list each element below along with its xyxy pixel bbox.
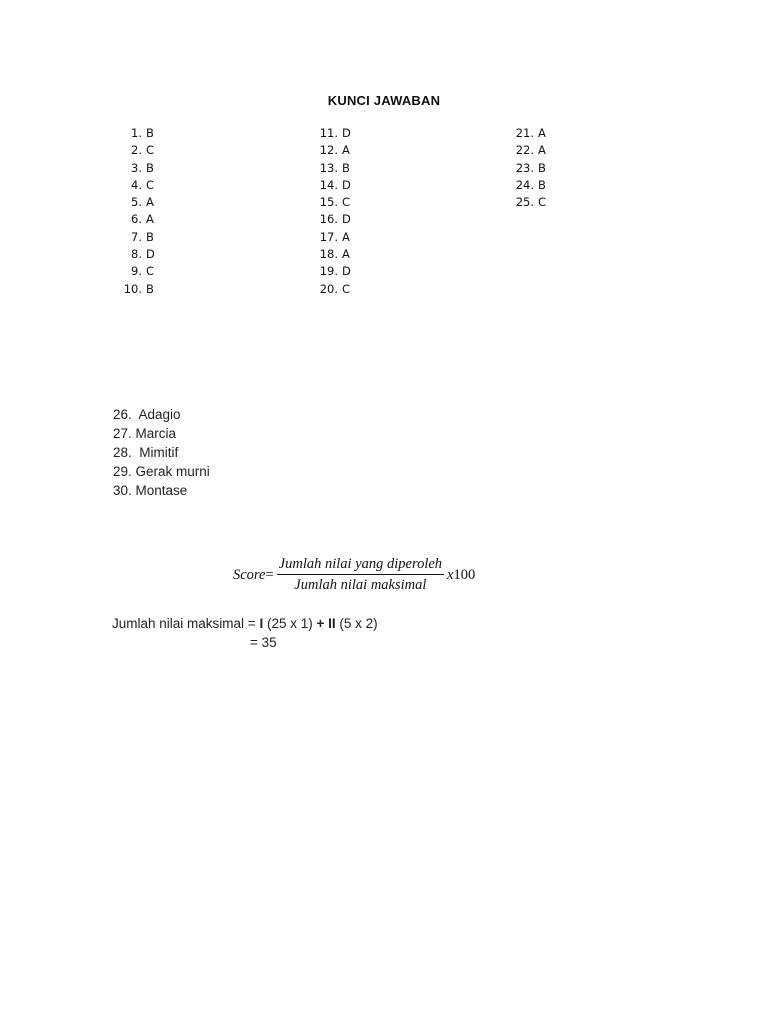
calc-part1: (25 x 1): [263, 616, 317, 631]
calc-part2: (5 x 2): [335, 616, 378, 631]
answer-letter: D: [342, 177, 351, 192]
answer-letter: D: [342, 212, 351, 227]
calc-line-1: [112, 614, 378, 633]
answer-row: [510, 177, 546, 194]
formula-lhs: Score: [233, 566, 266, 583]
calc-plus: +: [316, 616, 325, 631]
answer-number: 23.: [515, 160, 534, 175]
calc-result: = 35: [250, 635, 277, 650]
answer-number: 17.: [319, 229, 338, 244]
answer-number: 15.: [319, 195, 338, 210]
answer-number: 13.: [319, 160, 338, 175]
answer-number: 20.: [319, 281, 338, 296]
essay-item: 29. Gerak murni: [113, 464, 210, 479]
answer-number: 16.: [319, 212, 338, 227]
page-title: KUNCI JAWABAN: [327, 93, 441, 108]
formula-equals: =: [265, 566, 274, 583]
answer-letter: B: [146, 229, 154, 244]
answer-number: 12.: [319, 143, 338, 158]
answer-row: [118, 211, 155, 228]
answer-number: 18.: [319, 247, 338, 262]
essay-item: 30. Montase: [113, 483, 188, 498]
answer-number: 9.: [131, 264, 142, 279]
calc-part1-bold: I: [259, 616, 264, 631]
answer-column-3: [510, 125, 546, 211]
answer-number: 7.: [131, 229, 142, 244]
answer-letter: D: [146, 247, 155, 262]
answer-number: 25.: [515, 195, 534, 210]
answer-letter: B: [342, 160, 350, 175]
answer-letter: A: [342, 229, 350, 244]
answer-number: 1.: [131, 126, 142, 140]
formula-denominator: Jumlah nilai maksimal: [294, 577, 427, 593]
answer-letter: C: [146, 264, 155, 279]
score-formula: [233, 556, 475, 594]
answer-letter: A: [146, 195, 154, 210]
answer-row: [118, 194, 155, 211]
answer-number: 10.: [123, 281, 142, 296]
answer-number: 4.: [131, 177, 142, 192]
calc-label: Jumlah nilai maksimal =: [112, 616, 260, 631]
answer-number: 11.: [319, 126, 338, 140]
answer-letter: A: [538, 126, 546, 140]
answer-row: [118, 177, 155, 194]
answer-letter: C: [146, 177, 155, 192]
answer-letter: B: [146, 126, 154, 140]
formula-numerator: Jumlah nilai yang diperoleh: [277, 556, 444, 575]
answer-row: [118, 142, 155, 159]
essay-item: 27. Marcia: [113, 426, 177, 441]
answer-number: 6.: [131, 212, 142, 227]
answer-number: 14.: [319, 177, 338, 192]
answer-row: [314, 281, 351, 298]
answer-row: [314, 263, 351, 280]
answer-letter: B: [146, 160, 154, 175]
answer-row: [510, 160, 546, 177]
answer-number: 2.: [131, 143, 142, 158]
answer-row: [118, 160, 155, 177]
answer-letter: B: [538, 160, 546, 175]
answer-row: [314, 246, 351, 263]
answer-letter: A: [538, 143, 546, 158]
answer-letter: A: [342, 143, 350, 158]
answer-row: [314, 142, 351, 159]
answer-letter: D: [342, 264, 351, 279]
answer-letter: A: [342, 247, 350, 262]
answer-letter: A: [146, 212, 154, 227]
answer-row: [118, 263, 155, 280]
answer-letter: B: [146, 281, 154, 296]
answer-row: [314, 125, 351, 142]
answer-row: [510, 142, 546, 159]
calc-part2-bold: II: [328, 616, 336, 631]
answer-number: 19.: [319, 264, 338, 279]
answer-row: [118, 125, 155, 142]
essay-item: 28. Mimitif: [113, 445, 179, 460]
answer-column-1: [118, 125, 155, 298]
answer-number: 3.: [131, 160, 142, 175]
answer-number: 22.: [515, 143, 534, 158]
answer-number: 24.: [515, 177, 534, 192]
answer-row: [510, 194, 546, 211]
formula-multiplier: x: [447, 566, 454, 583]
answer-row: [118, 281, 155, 298]
answer-row: [118, 229, 155, 246]
max-score-calculation: [112, 614, 378, 652]
answer-row: [118, 246, 155, 263]
answer-letter: C: [342, 195, 351, 210]
essay-answers: [113, 405, 210, 500]
answer-letter: C: [146, 143, 155, 158]
answer-row: [314, 160, 351, 177]
answer-row: [314, 194, 351, 211]
answer-column-2: [314, 125, 351, 298]
formula-fraction: [277, 556, 444, 594]
answer-row: [314, 229, 351, 246]
answer-row: [314, 177, 351, 194]
essay-item: 26. Adagio: [113, 407, 181, 422]
answer-number: 8.: [131, 247, 142, 262]
formula-factor: 100: [453, 566, 476, 583]
answer-letter: B: [538, 177, 546, 192]
answer-number: 5.: [131, 195, 142, 210]
answer-row: [314, 211, 351, 228]
answer-letter: C: [342, 281, 351, 296]
answer-letter: C: [538, 195, 547, 210]
answer-letter: D: [342, 126, 351, 140]
answer-number: 21.: [515, 126, 534, 140]
answer-row: [510, 125, 546, 142]
